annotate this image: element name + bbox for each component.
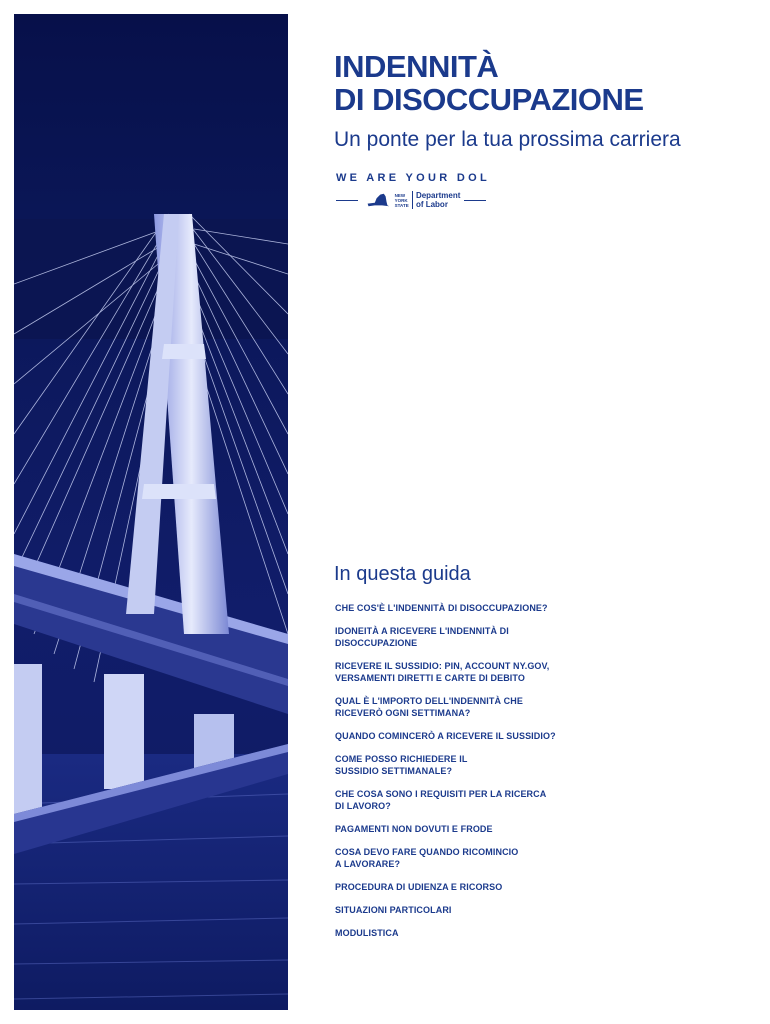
logo-divider-left	[336, 200, 358, 201]
toc-item: SITUAZIONI PARTICOLARI	[335, 905, 452, 915]
department-name	[416, 191, 460, 209]
ny-state-icon	[364, 190, 391, 210]
subtitle: Un ponte per la tua prossima carriera	[334, 128, 681, 151]
dol-tagline: WE ARE YOUR DOL	[336, 172, 491, 184]
page-title	[334, 50, 644, 116]
dol-logo	[336, 190, 486, 210]
toc-item: IDONEITÀ A RICEVERE L'INDENNITÀ DI DISOCCUPAZIONE	[335, 626, 509, 648]
toc-item: PAGAMENTI NON DOVUTI E FRODE	[335, 824, 493, 834]
logo-divider-vertical	[412, 191, 413, 209]
dol-branding	[336, 172, 491, 210]
bridge-illustration	[14, 14, 288, 1010]
title-line-1: INDENNITÀ	[334, 49, 499, 84]
ny-state-text: NEW YORK STATE	[394, 192, 409, 208]
toc-heading: In questa guida	[334, 563, 471, 585]
toc-item: COME POSSO RICHIEDERE IL SUSSIDIO SETTIMANALE?	[335, 754, 468, 776]
toc-item: COSA DEVO FARE QUANDO RICOMINCIO A LAVORARE?	[335, 847, 519, 869]
toc-item: MODULISTICA	[335, 928, 399, 938]
toc-item: CHE COSA SONO I REQUISITI PER LA RICERCA DI LAVORO?	[335, 789, 547, 811]
dept-line-1: Department	[415, 191, 461, 200]
title-line-2: DI DISOCCUPAZIONE	[334, 82, 644, 117]
dept-line-2: of Labor	[415, 200, 448, 209]
toc-list	[335, 602, 575, 939]
toc-item: CHE COS'È L'INDENNITÀ DI DISOCCUPAZIONE?	[335, 603, 548, 613]
toc-item: PROCEDURA DI UDIENZA E RICORSO	[335, 882, 503, 892]
toc-item: QUAL È L'IMPORTO DELL'INDENNITÀ CHE RICEVERÒ OGNI SETTIMANA?	[335, 696, 523, 718]
toc-item: RICEVERE IL SUSSIDIO: PIN, ACCOUNT NY.GOV, VERSAMENTI DIRETTI E CARTE DI DEBITO	[335, 661, 550, 683]
logo-divider-right	[464, 200, 486, 201]
toc-item: QUANDO COMINCERÒ A RICEVERE IL SUSSIDIO?	[335, 731, 556, 741]
bridge-photo	[14, 14, 288, 1010]
